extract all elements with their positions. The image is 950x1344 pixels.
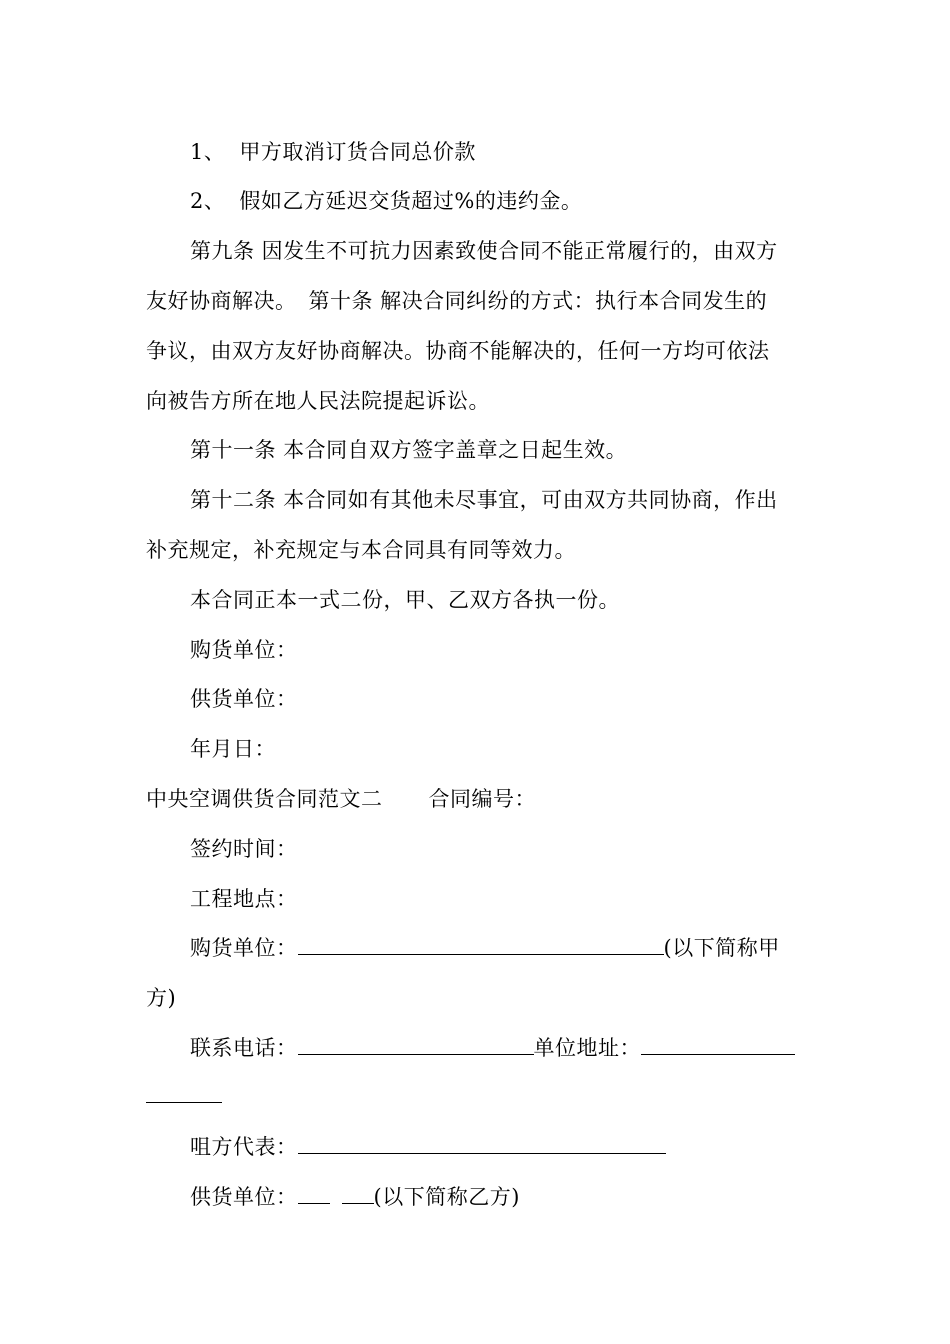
article-10-line-2: 争议，由双方友好协商解决。协商不能解决的，任何一方均可依法 bbox=[146, 339, 770, 363]
buyer-blank[interactable] bbox=[298, 936, 664, 955]
phone-label: 联系电话： bbox=[190, 1036, 298, 1060]
supplier-blank-2[interactable] bbox=[342, 1185, 374, 1204]
clause-item-1 bbox=[190, 140, 810, 164]
item-number: 1、 bbox=[190, 140, 226, 164]
item-text: 假如乙方延迟交货超过%的违约金。 bbox=[239, 189, 583, 213]
article-9-line-2 bbox=[146, 289, 810, 313]
contract-number-label: 合同编号： bbox=[428, 787, 536, 811]
article-10-start: 第十条 解决合同纠纷的方式：执行本合同发生的 bbox=[308, 289, 768, 313]
buyer-field-line bbox=[190, 936, 810, 960]
buyer-field-label: 购货单位： bbox=[190, 936, 298, 960]
copies-clause: 本合同正本一式二份，甲、乙双方各执一份。 bbox=[190, 588, 620, 612]
item-text: 甲方取消订货合同总价款 bbox=[239, 140, 476, 164]
address-blank-cont bbox=[146, 1084, 810, 1108]
article-12-line-2: 补充规定，补充规定与本合同具有同等效力。 bbox=[146, 538, 576, 562]
buyer-abbrev-cont: 方) bbox=[146, 986, 177, 1010]
article-12-line-1: 第十二条 本合同如有其他未尽事宜，可由双方共同协商，作出 bbox=[190, 488, 778, 512]
rep-label: 咀方代表： bbox=[190, 1135, 298, 1159]
buyer-label: 购货单位： bbox=[190, 638, 298, 662]
date-label: 年月日： bbox=[190, 737, 276, 761]
address-blank[interactable] bbox=[641, 1036, 795, 1055]
rep-line bbox=[190, 1135, 810, 1159]
contract-2-title: 中央空调供货合同范文二 bbox=[146, 787, 383, 811]
address-label: 单位地址： bbox=[533, 1036, 641, 1060]
phone-blank[interactable] bbox=[298, 1036, 534, 1055]
site-label: 工程地点： bbox=[190, 887, 298, 911]
sign-time-label: 签约时间： bbox=[190, 837, 298, 861]
supplier-abbrev: (以下简称乙方) bbox=[373, 1185, 520, 1209]
contract-2-header bbox=[146, 787, 810, 811]
article-9-end: 友好协商解决。 bbox=[146, 289, 297, 313]
article-11: 第十一条 本合同自双方签字盖章之日起生效。 bbox=[190, 438, 628, 462]
rep-blank[interactable] bbox=[298, 1135, 666, 1154]
article-9-line-1: 第九条 因发生不可抗力因素致使合同不能正常履行的，由双方 bbox=[190, 239, 778, 263]
phone-address-line bbox=[190, 1036, 810, 1060]
buyer-abbrev: (以下简称甲 bbox=[663, 936, 780, 960]
supplier-field-line bbox=[190, 1185, 810, 1209]
article-10-line-3: 向被告方所在地人民法院提起诉讼。 bbox=[146, 389, 490, 413]
supplier-field-label: 供货单位： bbox=[190, 1185, 298, 1209]
clause-item-2 bbox=[190, 189, 810, 213]
supplier-label: 供货单位： bbox=[190, 687, 298, 711]
address-blank-2[interactable] bbox=[146, 1084, 222, 1103]
item-number: 2、 bbox=[190, 189, 226, 213]
supplier-blank-1[interactable] bbox=[298, 1185, 330, 1204]
